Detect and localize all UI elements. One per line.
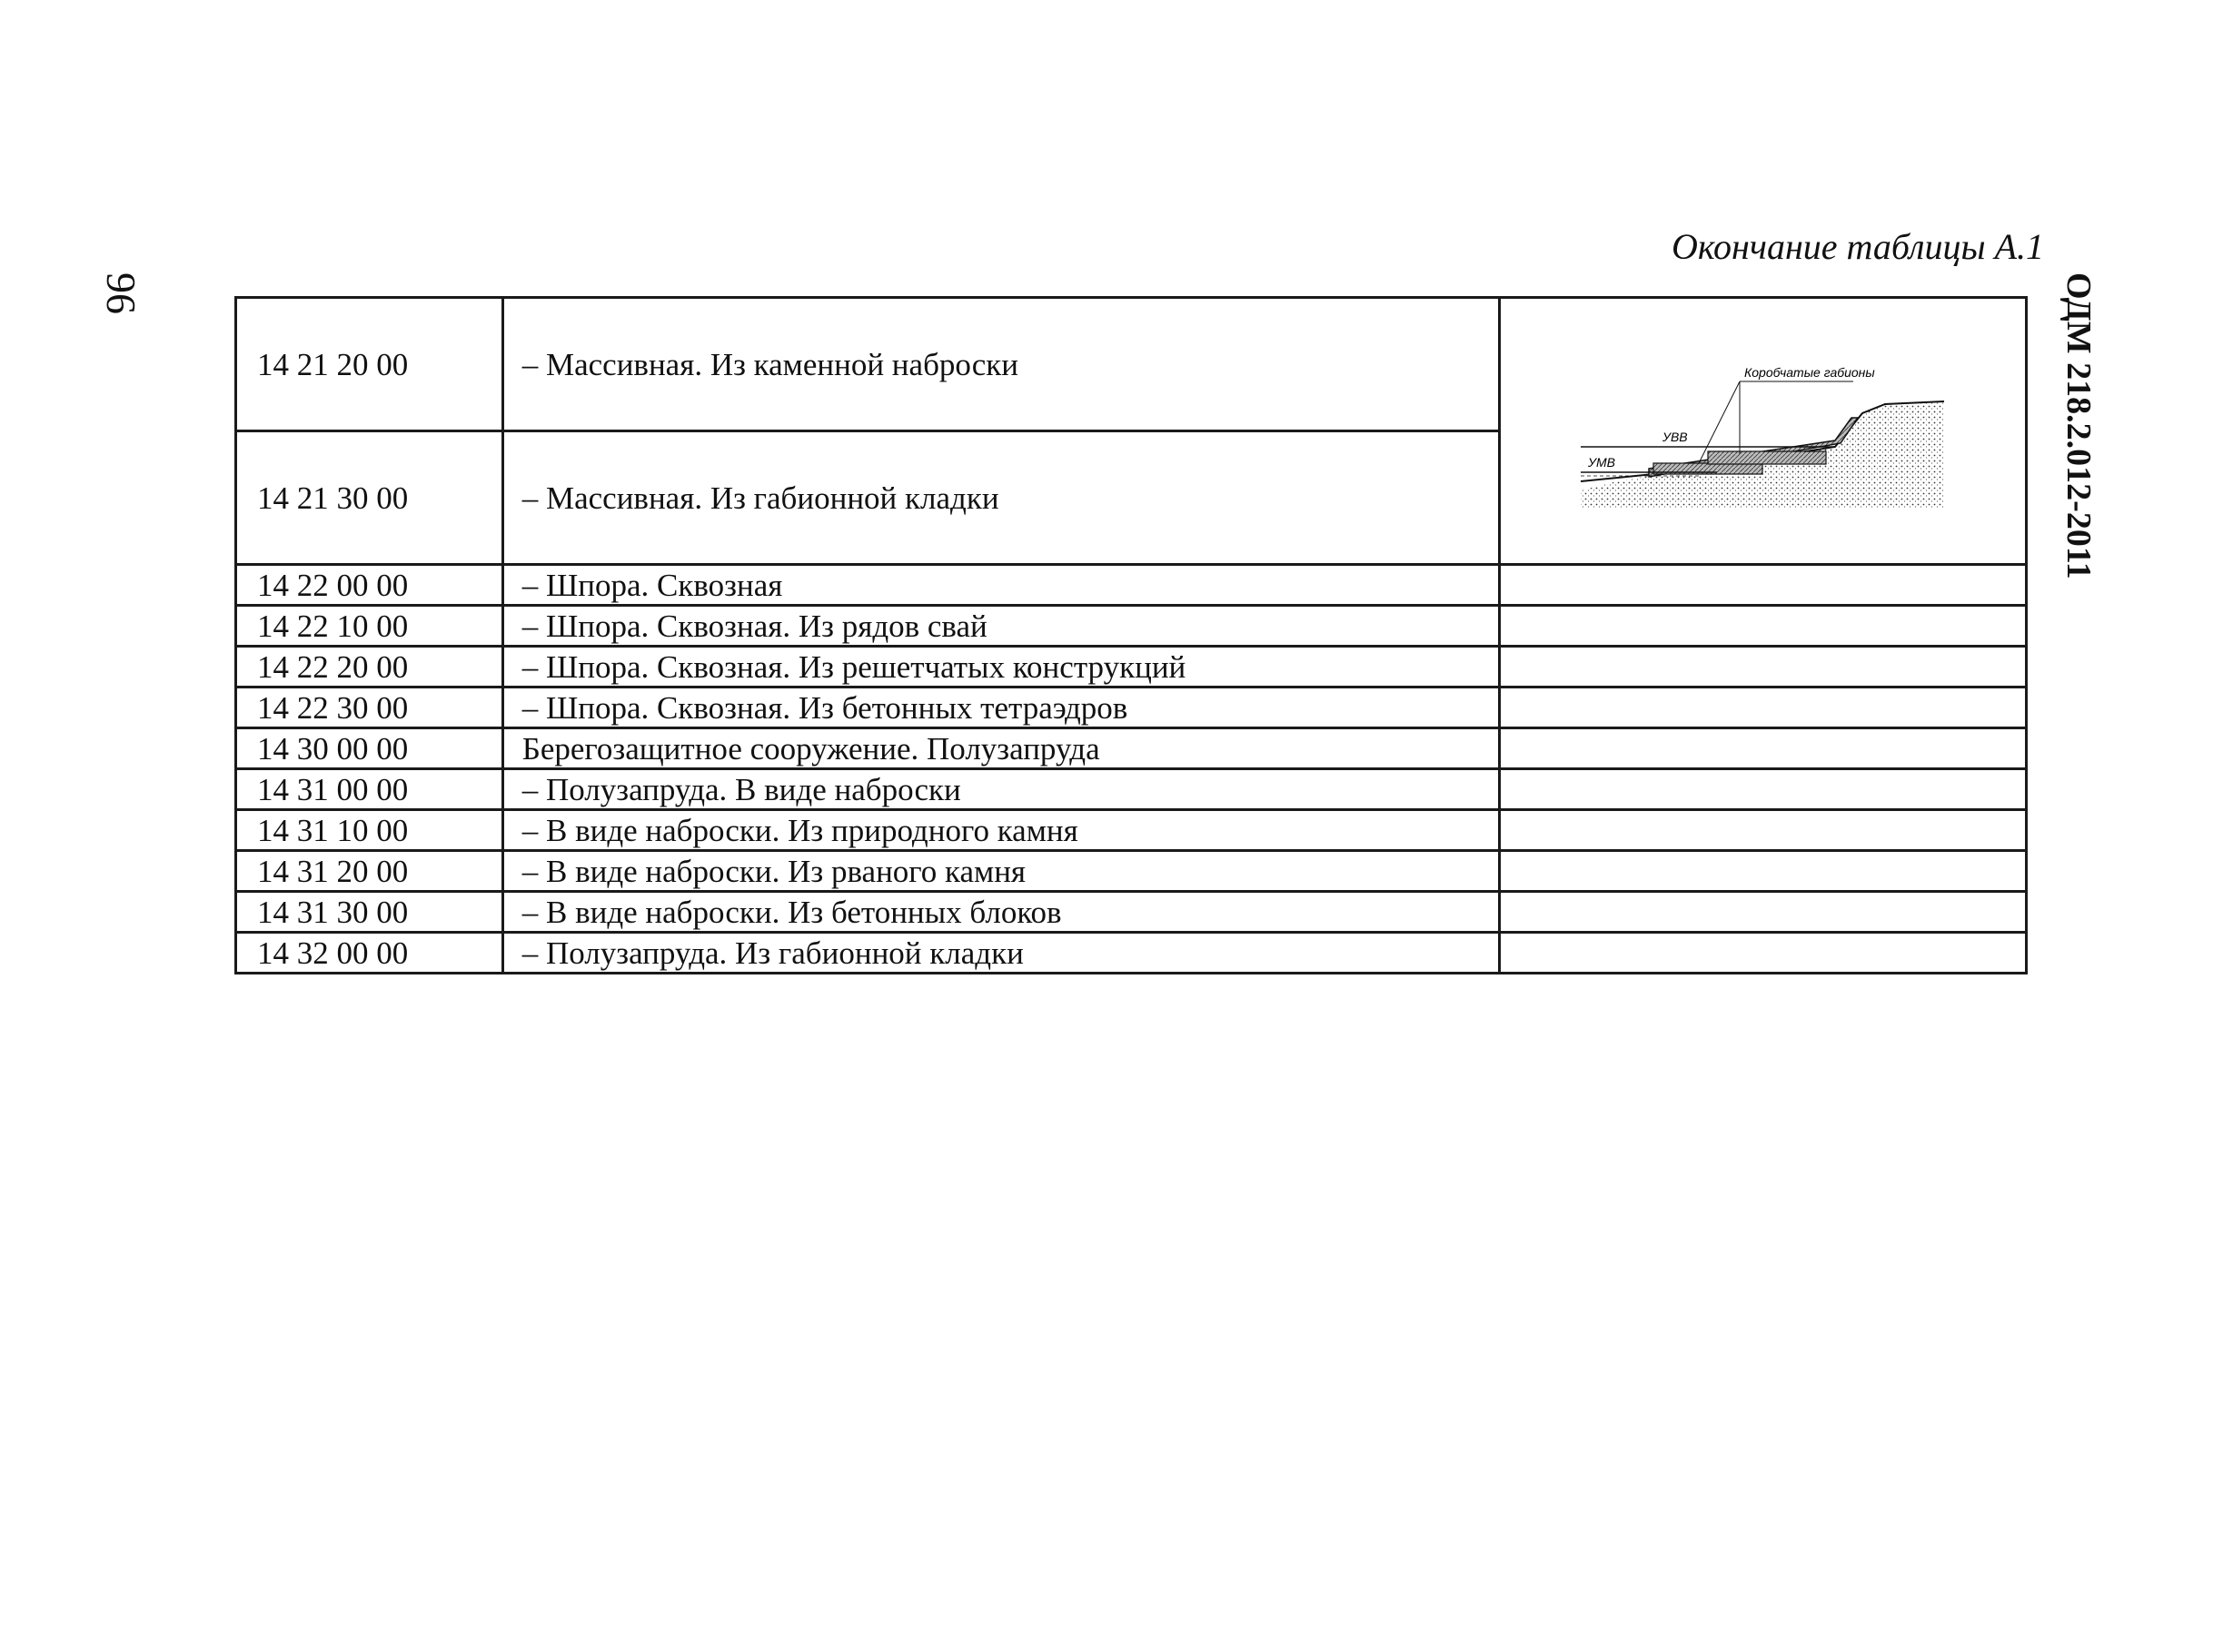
table-row — [236, 565, 2027, 606]
label-gabions: Коробчатые габионы — [1744, 364, 1875, 380]
table-row — [236, 810, 2027, 851]
empty-cell — [1499, 892, 2026, 933]
empty-cell — [1499, 851, 2026, 892]
row-code: 14 22 20 00 — [236, 647, 503, 688]
row-code: 14 31 10 00 — [236, 810, 503, 851]
gabion-revetment-drawing — [1563, 345, 1962, 518]
row-name: – Массивная. Из габионной кладки — [502, 431, 1499, 565]
table-row — [236, 647, 2027, 688]
empty-cell — [1499, 647, 2026, 688]
row-name: – Массивная. Из каменной наброски — [502, 298, 1499, 431]
row-name: – Шпора. Сквозная. Из бетонных тетраэдров — [502, 688, 1499, 728]
row-code: 14 31 20 00 — [236, 851, 503, 892]
empty-cell — [1499, 933, 2026, 974]
row-name: – Полузапруда. Из габионной кладки — [502, 933, 1499, 974]
empty-cell — [1499, 606, 2026, 647]
row-name: – В виде наброски. Из бетонных блоков — [502, 892, 1499, 933]
label-high-water: УВВ — [1662, 429, 1688, 444]
row-code: 14 21 20 00 — [236, 298, 503, 431]
row-code: 14 30 00 00 — [236, 728, 503, 769]
table-row — [236, 298, 2027, 431]
page-number: 96 — [98, 272, 144, 314]
table-row — [236, 933, 2027, 974]
empty-cell — [1499, 810, 2026, 851]
row-name: – В виде наброски. Из рваного камня — [502, 851, 1499, 892]
document-code: ОДМ 218.2.012-2011 — [2059, 272, 2098, 579]
row-code: 14 31 30 00 — [236, 892, 503, 933]
row-code: 14 32 00 00 — [236, 933, 503, 974]
table-row — [236, 769, 2027, 810]
table-row — [236, 892, 2027, 933]
row-name: – Полузапруда. В виде наброски — [502, 769, 1499, 810]
row-code: 14 31 00 00 — [236, 769, 503, 810]
row-name: – Шпора. Сквозная — [502, 565, 1499, 606]
row-name: – Шпора. Сквозная. Из решетчатых конструкций — [502, 647, 1499, 688]
table-row — [236, 851, 2027, 892]
row-name: – В виде наброски. Из природного камня — [502, 810, 1499, 851]
empty-cell — [1499, 769, 2026, 810]
row-code: 14 22 30 00 — [236, 688, 503, 728]
table-row — [236, 688, 2027, 728]
row-code: 14 21 30 00 — [236, 431, 503, 565]
row-name: Берегозащитное сооружение. Полузапруда — [502, 728, 1499, 769]
figure-cell — [1499, 298, 2026, 565]
row-code: 14 22 00 00 — [236, 565, 503, 606]
table-row — [236, 728, 2027, 769]
empty-cell — [1499, 688, 2026, 728]
classification-table — [234, 296, 2028, 974]
empty-cell — [1499, 565, 2026, 606]
label-low-water: УМВ — [1588, 454, 1616, 470]
row-code: 14 22 10 00 — [236, 606, 503, 647]
table-caption: Окончание таблицы А.1 — [1671, 226, 2044, 267]
row-name: – Шпора. Сквозная. Из рядов свай — [502, 606, 1499, 647]
table-row — [236, 606, 2027, 647]
empty-cell — [1499, 728, 2026, 769]
